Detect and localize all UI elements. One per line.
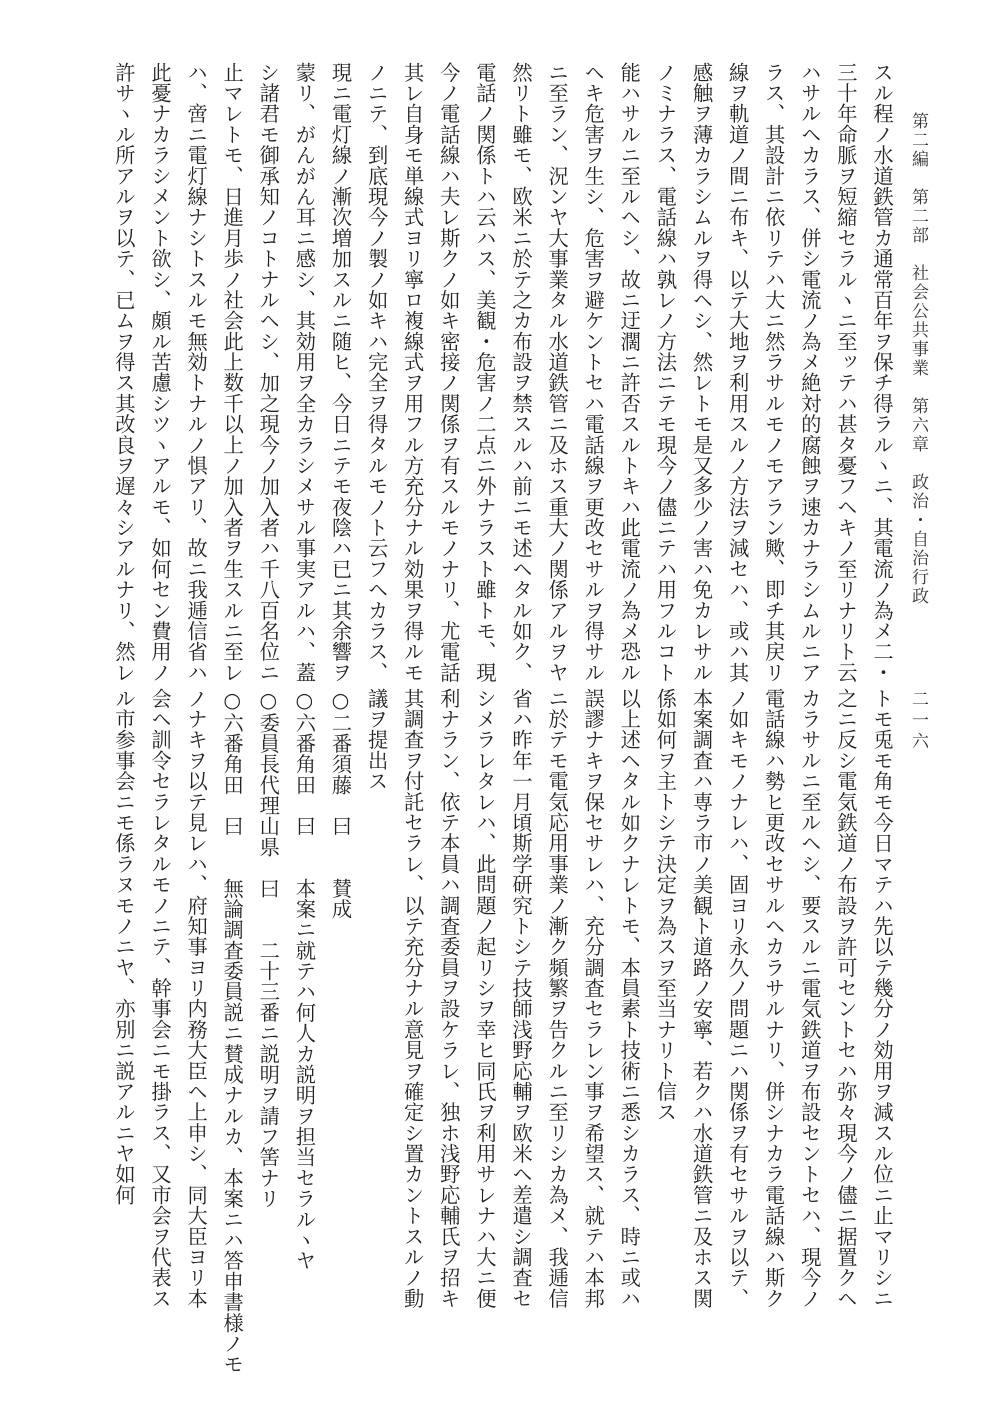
upper-text-column: 電話ノ関係トハ云ハス、美観・危害ノ二点ニ外ナラスト雖トモ、現 xyxy=(472,62,497,683)
upper-text-column: シ諸君モ御承知ノコトナルヘシ、加之現今ノ加入者ハ千八百名位ニ xyxy=(256,62,281,683)
upper-text-column: 此憂ナカラシメント欲シ、頗ル苦慮シツヽアルモ、如何セン費用ノ xyxy=(148,62,172,683)
upper-text-column: 然リト雖モ、欧米ニ於テ之カ布設ヲ禁スルハ前ニモ述ヘタル如ク、 xyxy=(509,62,533,683)
lower-text-column: 電話線ハ勢ヒ更改セサルヘカラサルナリ、併シナカラ電話線ハ斯ク xyxy=(761,688,786,1309)
upper-text-column: 感触ヲ薄カラシムルヲ得ヘシ、然レトモ是又多少ノ害ハ免カレサル xyxy=(689,62,714,683)
upper-text-column: 能ハサルニ至ルヘシ、故ニ迂濶ニ許否スルトキハ此電流ノ為メ恐ル xyxy=(617,62,642,683)
upper-text-column: 蒙リ、がんがん耳ニ感シ、其効用ヲ全カラシメサル事実アルハ、蓋 xyxy=(292,62,317,683)
lower-text-column: カラサルニ至ルヘシ、要スルニ電気鉄道ヲ布設セントセハ、現今ノ xyxy=(797,688,822,1309)
upper-text-column: ラス、其設計ニ依リテハ大ニ然ラサルモノモアラン歟、即チ其戻リ xyxy=(761,62,786,683)
lower-text-column: ○六番角田 曰 本案ニ就テハ何人カ説明ヲ担当セラルヽヤ xyxy=(292,688,317,1272)
upper-text-column: 許サヽル所アルヲ以テ、已ムヲ得ス其改良ヲ遅々シアルナリ、然レ xyxy=(111,62,136,683)
upper-text-column: 止マレトモ、日進月歩ノ社会此上数千以上ノ加入者ヲ生スルニ至レ xyxy=(220,62,245,683)
lower-text-column: トモ兎モ角モ今日マテハ先以テ幾分ノ効用ヲ減スル位ニ止マリシニ xyxy=(870,688,894,1309)
lower-text-column: 誤謬ナキヲ保セサレハ、充分調査セラレン事ヲ希望ス、就テハ本邦 xyxy=(581,688,606,1309)
running-head: 第二編 第二部 社会公共事業 第六章 政治・自治行政 xyxy=(908,112,928,606)
page-number: 二一六 xyxy=(908,690,928,753)
upper-text-column: ハサルヘカラス、併シ電流ノ為メ絶対的腐蝕ヲ速カナラシムルニア xyxy=(797,62,822,683)
lower-text-column: ノ如キモノナレハ、固ヨリ永久ノ問題ニハ関係ヲ有セサルヲ以テ、 xyxy=(725,688,750,1309)
lower-text-column: ○二番須藤 曰 賛成 xyxy=(328,688,353,920)
lower-text-column: 利ナラン、依テ本員ハ調査委員ヲ設ケラレ、独ホ浅野応輔氏ヲ招キ xyxy=(436,688,461,1309)
upper-text-column: ノニテ、到底現今ノ製ノ如キハ完全ヲ得タルモノト云フヘカラス、 xyxy=(364,62,389,683)
lower-text-column: 係如何ヲ主トシテ決定ヲ為スヲ至当ナリト信ス xyxy=(653,688,678,1123)
upper-text-column: ヘキ危害ヲ生シ、危害ヲ避ケントセハ電話線ヲ更改セサルヲ得サル xyxy=(581,62,606,683)
upper-text-column: 今ノ電話線ハ夫レ斯クノ如キ密接ノ関係ヲ有スルモノナリ、尤電話 xyxy=(436,62,461,683)
lower-text-column: 会ヘ訓令セラレタルモノニテ、幹事会ニモ掛ラス、又市会ヲ代表ス xyxy=(148,688,172,1309)
lower-text-column: 議ヲ提出ス xyxy=(364,688,389,792)
lower-text-column: シメラレタレハ、此問題ノ起リシヲ幸ヒ同氏ヲ利用サレナハ大ニ便 xyxy=(472,688,497,1309)
lower-text-column: 以上述ヘタル如クナレトモ、本員素ト技術ニ悉シカラス、時ニ或ハ xyxy=(617,688,642,1309)
upper-text-column: 現ニ電灯線ノ漸次増加スルニ随ヒ、今日ニテモ夜陰ハ已ニ其余響ヲ xyxy=(328,62,353,683)
lower-text-column: ノナキヲ以テ見レハ、府知事ヨリ内務大臣ヘ上申シ、同大臣ヨリ本 xyxy=(184,688,209,1309)
upper-text-column: 線ヲ軌道ノ間ニ布キ、以テ大地ヲ利用スルノ方法ヲ減セハ、或ハ其 xyxy=(725,62,750,683)
lower-text-column: 本案調査ハ専ラ市ノ美観ト道路ノ安寧、若クハ水道鉄管ニ及ホス関 xyxy=(689,688,714,1309)
upper-text-column: スル程ノ水道鉄管カ通常百年ヲ保チ得ラルヽニ、其電流ノ為メ二・ xyxy=(870,62,894,683)
lower-text-column: ○委員長代理山県 曰 二十三番ニ説明ヲ請フ筈ナリ xyxy=(256,688,281,1209)
upper-text-column: 三十年命脈ヲ短縮セラルヽニ至ッテハ甚タ憂フヘキノ至リナリト云 xyxy=(833,62,858,683)
lower-text-column: 之ニ反シ電気鉄道ノ布設ヲ許可セントセハ弥々現今ノ儘ニ据置クヘ xyxy=(833,688,858,1309)
upper-text-column: ノミナラス、電話線ハ孰レノ方法ニテモ現今ノ儘ニテハ用フルコト xyxy=(653,62,678,683)
upper-text-column: ニ至ラン、況ンヤ大事業タル水道鉄管ニ及ホス重大ノ関係アルヲヤ xyxy=(545,62,570,683)
lower-text-column: 省ハ昨年一月頃斯学研究トシテ技師浅野応輔ヲ欧米ヘ差遣シ調査セ xyxy=(509,688,533,1309)
upper-text-column: ハ、啻ニ電灯線ナシトスルモ無効トナルノ惧アリ、故ニ我逓信省ハ xyxy=(184,62,209,683)
upper-text-column: 其レ自身モ単線式ヨリ寧ロ複線式ヲ用フル方充分ナル効果ヲ得ルモ xyxy=(400,62,425,683)
lower-text-column: 其調査ヲ付託セラレ、以テ充分ナル意見ヲ確定シ置カントスルノ動 xyxy=(400,688,425,1309)
lower-text-column: ○六番角田 曰 無論調査委員説ニ賛成ナルカ、本案ニハ答申書様ノモ xyxy=(220,688,245,1375)
lower-text-column: ル市参事会ニモ係ラヌモノニヤ、亦別ニ説アルニヤ如何 xyxy=(111,688,136,1206)
lower-text-column: ニ於テモ電気応用事業ノ漸ク頻繁ヲ告クルニ至リシカ為メ、我逓信 xyxy=(545,688,570,1309)
